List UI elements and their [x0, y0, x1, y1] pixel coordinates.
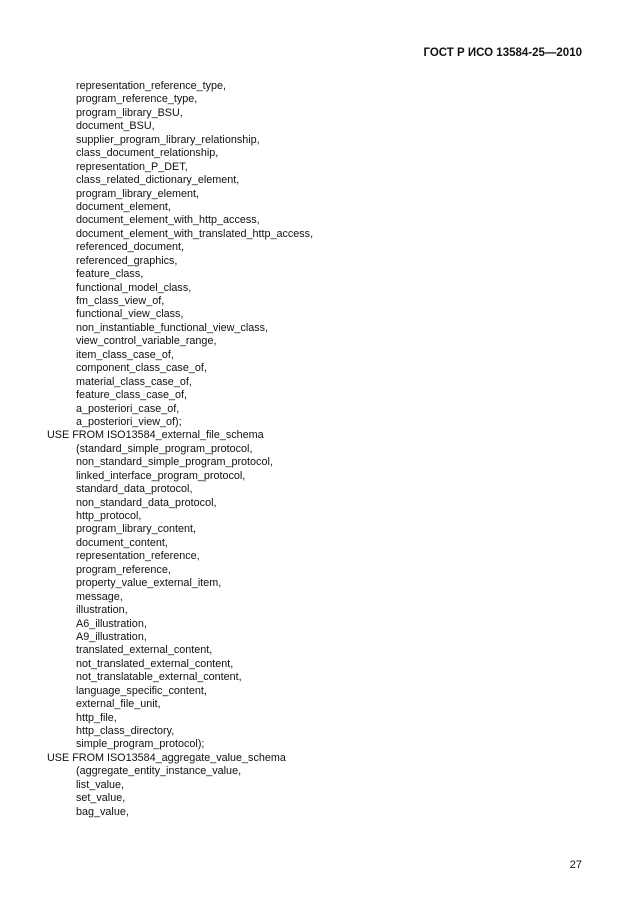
code-line: http_class_directory, [76, 725, 175, 737]
code-line: (aggregate_entity_instance_value, [76, 765, 242, 778]
code-line: property_value_external_item, [76, 577, 222, 590]
code-line: list_value, [76, 778, 125, 791]
code-line: http_protocol, [76, 510, 142, 522]
code-listing [47, 80, 313, 819]
code-line: document_element_with_http_access, [76, 214, 260, 227]
code-line: document_element_with_translated_http_access, [76, 227, 314, 240]
code-line: referenced_graphics, [76, 254, 178, 267]
code-line: material_class_case_of, [76, 375, 192, 388]
code-line: translated_external_content, [76, 644, 213, 657]
code-line: document_element, [76, 200, 171, 213]
document-header: ГОСТ Р ИСО 13584-25—2010 [423, 47, 582, 59]
code-line: bag_value, [76, 805, 129, 818]
code-line: functional_view_class, [76, 308, 184, 321]
code-line: class_document_relationship, [76, 147, 219, 160]
code-line: external_file_unit, [76, 698, 161, 711]
code-line: illustration, [76, 604, 128, 617]
code-line: non_standard_simple_program_protocol, [76, 456, 273, 469]
code-line: representation_reference, [76, 550, 200, 563]
code-line: non_instantiable_functional_view_class, [76, 321, 269, 334]
code-line: (standard_simple_program_protocol, [76, 442, 253, 455]
code-line: feature_class, [76, 268, 144, 281]
code-line: representation_reference_type, [76, 80, 227, 92]
code-line: A9_illustration, [76, 630, 147, 643]
code-line: view_control_variable_range, [76, 335, 217, 348]
code-line: program_reference, [76, 563, 171, 576]
code-line: non_standard_data_protocol, [76, 496, 217, 509]
code-line: program_library_content, [76, 523, 197, 536]
code-line: not_translatable_external_content, [76, 671, 242, 684]
code-line: simple_program_protocol); [76, 738, 205, 751]
code-line: standard_data_protocol, [76, 483, 193, 496]
code-line: message, [76, 590, 123, 603]
code-line: component_class_case_of, [76, 362, 207, 375]
code-line: functional_model_class, [76, 281, 192, 294]
code-line: document_BSU, [76, 120, 155, 133]
code-line: http_file, [76, 711, 117, 724]
code-line: item_class_case_of, [76, 348, 174, 361]
code-line: document_content, [76, 536, 168, 549]
use-from-statement: USE FROM ISO13584_external_file_schema [47, 429, 264, 442]
page-number: 27 [569, 859, 582, 871]
use-from-statement: USE FROM ISO13584_aggregate_value_schema [47, 751, 286, 764]
code-line: not_translated_external_content, [76, 657, 234, 670]
code-line: language_specific_content, [76, 684, 207, 697]
code-line: set_value, [76, 792, 126, 805]
code-line: A6_illustration, [76, 617, 147, 630]
code-line: program_library_element, [76, 187, 200, 200]
code-line: referenced_document, [76, 241, 185, 254]
code-line: program_reference_type, [76, 93, 198, 106]
code-line: fm_class_view_of, [76, 295, 165, 307]
code-line: representation_P_DET, [76, 160, 188, 173]
code-line: a_posteriori_view_of); [76, 415, 182, 428]
code-line: program_library_BSU, [76, 106, 183, 119]
code-line: class_related_dictionary_element, [76, 174, 240, 187]
code-line: a_posteriori_case_of, [76, 402, 180, 415]
code-line: linked_interface_program_protocol, [76, 469, 246, 482]
code-line: supplier_program_library_relationship, [76, 133, 260, 146]
code-line: feature_class_case_of, [76, 389, 188, 402]
